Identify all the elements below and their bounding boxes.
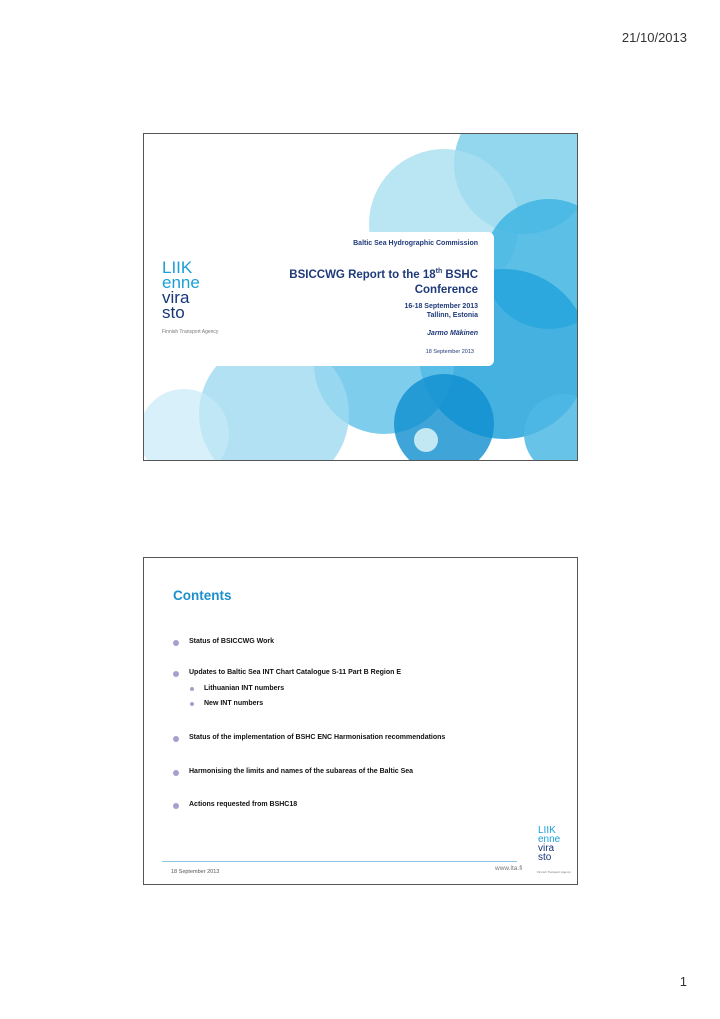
conference-place: Tallinn, Estonia (426, 312, 478, 319)
bullet-icon (173, 770, 179, 776)
page-date: 21/10/2013 (621, 30, 687, 45)
conference-dates: 16-18 September 2013 (404, 303, 478, 310)
logo-caption: Finnish Transport Agency (162, 329, 219, 335)
logo-line: LIIK (162, 258, 193, 277)
contents-item: Updates to Baltic Sea INT Chart Catalogue S-11 Part B Region E (189, 669, 401, 676)
bullet-icon (173, 803, 179, 809)
contents-subitem: New INT numbers (204, 700, 264, 707)
logo-line: sto (162, 303, 185, 322)
report-title-after: BSHC (442, 268, 478, 281)
title-card (156, 232, 494, 366)
title-slide (143, 133, 578, 461)
logo-line: enne (162, 273, 200, 292)
bullet-icon (173, 640, 179, 646)
logo-line: vira (538, 843, 555, 854)
slide-date: 18 September 2013 (425, 349, 474, 355)
report-title (258, 264, 478, 298)
contents-subitem: Lithuanian INT numbers (204, 685, 285, 692)
footer-divider (162, 861, 517, 862)
contents-slide (143, 557, 578, 885)
sub-bullet-icon (190, 687, 194, 691)
liikennevirasto-logo (162, 260, 218, 320)
contents-item: Status of the implementation of BSHC ENC Harmonisation recommendations (189, 734, 446, 741)
footer-date: 18 September 2013 (171, 869, 220, 875)
sub-bullet-icon (190, 702, 194, 706)
contents-item: Harmonising the limits and names of the subareas of the Baltic Sea (189, 768, 414, 775)
logo-line: LIIK (538, 825, 556, 836)
contents-item: Actions requested from BSHC18 (189, 801, 298, 808)
logo-line: enne (538, 834, 561, 845)
logo-line: sto (538, 852, 552, 863)
bullet-icon (173, 736, 179, 742)
logo-line: vira (162, 288, 190, 307)
contents-item: Status of BSICCWG Work (189, 638, 275, 645)
report-title-line2: Conference (414, 283, 478, 296)
liikennevirasto-logo-small (538, 826, 568, 862)
contents-title: Contents (173, 588, 232, 603)
report-title-main: BSICCWG Report to the 18 (289, 268, 436, 281)
author-name: Jarmo Mäkinen (427, 330, 478, 337)
logo-small-caption: Finnish Transport Agency (537, 870, 571, 874)
bullet-icon (173, 671, 179, 677)
conference-info (404, 302, 478, 320)
footer-url: www.lta.fi (495, 865, 523, 872)
commission-name: Baltic Sea Hydrographic Commission (353, 240, 478, 247)
report-title-sup: th (435, 268, 443, 275)
page-number: 1 (679, 974, 687, 989)
